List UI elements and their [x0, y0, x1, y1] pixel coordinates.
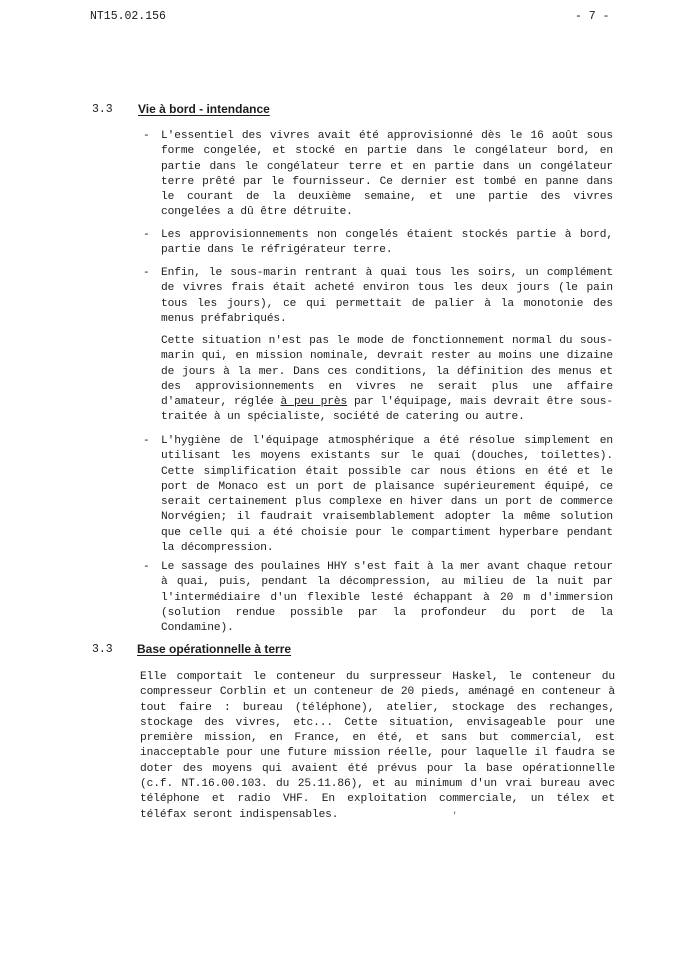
list-item-text: Les approvisionnements non congelés étaient stockés partie à bord, partie dans le réfrigérateur terre.: [161, 229, 613, 257]
bullet-dash: -: [143, 130, 150, 142]
page-number: - 7 -: [575, 10, 610, 23]
body-paragraph: Elle comportait le conteneur du surpresseur Haskel, le conteneur du compresseur Corblin et un conteneur de 20 pieds, aménagé en conteneur à tout faire : bureau (téléphone), atelier, stockage des rechanges, stockage des vivres, etc... Cette situation, envisageable pour une première mission, en France, en été, et sans but commercial, est inacceptable pour une future mission réelle, pour laquelle il faudra se doter des moyens qui avaient été prévus pour la base opérationnelle (c.f. NT.16.00.103. du 25.11.86), et au minimum d'un vrai bureau avec téléphone et radio VHF. En exploitation commerciale, un télex et téléfax seront indispensables.: [140, 671, 615, 821]
paragraph-text: par l'équipage, mais devrait être sous-traitée à un spécialiste, société de catering ou autre.: [161, 396, 613, 424]
bullet-dash: -: [143, 229, 150, 241]
list-item-text: L'hygiène de l'équipage atmosphérique a été résolue simplement en utilisant les moyens existants sur le quai (douches, toilettes). Cette simplification était possible car nous étions en été et le port de Monaco est un port de plaisance supérieurement équipé, ce serait certainement plus complexe en hiver dans un port de commerce Norvégien; il faudrait vraisemblablement adopter la même solution que celle qui a été choisie pour le compartiment hyperbare pendant la décompression.: [161, 435, 613, 555]
underlined-phrase: à peu près: [280, 396, 348, 409]
stray-mark: ': [452, 811, 458, 821]
section-number: 3.3: [92, 643, 113, 656]
body-paragraph: [161, 334, 613, 426]
bullet-dash: -: [143, 267, 150, 279]
list-item-text: Enfin, le sous-marin rentrant à quai tous les soirs, un complément de vivres frais était acheté environ tous les deux jours (le pain tous les jours), ce qui permettait de palier à la monotonie des menus préfabriqués.: [161, 267, 613, 325]
list-item-text: Le sassage des poulaines HHY s'est fait à la mer avant chaque retour à quai, puis, pendant la décompression, au milieu de la nuit par l'intermédiaire d'un flexible lesté échappant à 20 m d'immersion (solution rendue possible par la profondeur du port de la Condamine).: [161, 561, 613, 635]
bullet-dash: -: [143, 561, 150, 573]
list-item-text: L'essentiel des vivres avait été approvisionné dès le 16 août sous forme congelée, et stocké en partie dans le congélateur bord, en partie dans le congélateur terre et en partie dans un congélateur terre prêté par le fournisseur. Ce dernier est tombé en panne dans le courant de la deuxième semaine, et une partie des vivres congelées a dû être détruite.: [161, 130, 613, 219]
section-title: Base opérationnelle à terre: [137, 642, 292, 656]
section-number: 3.3: [92, 103, 113, 116]
paragraph-text: Cette situation n'est pas le mode de fonctionnement normal du sous-marin qui, en mission nominale, devrait rester au moins une dizaine de jours à la mer. Dans ces conditions, la définition des menus et des approvisionnements en vivres ne serait plus une affaire d'amateur, réglée: [161, 335, 613, 409]
document-reference: NT15.02.156: [90, 10, 166, 23]
section-title: Vie à bord - intendance: [138, 102, 270, 116]
bullet-dash: -: [143, 435, 150, 447]
